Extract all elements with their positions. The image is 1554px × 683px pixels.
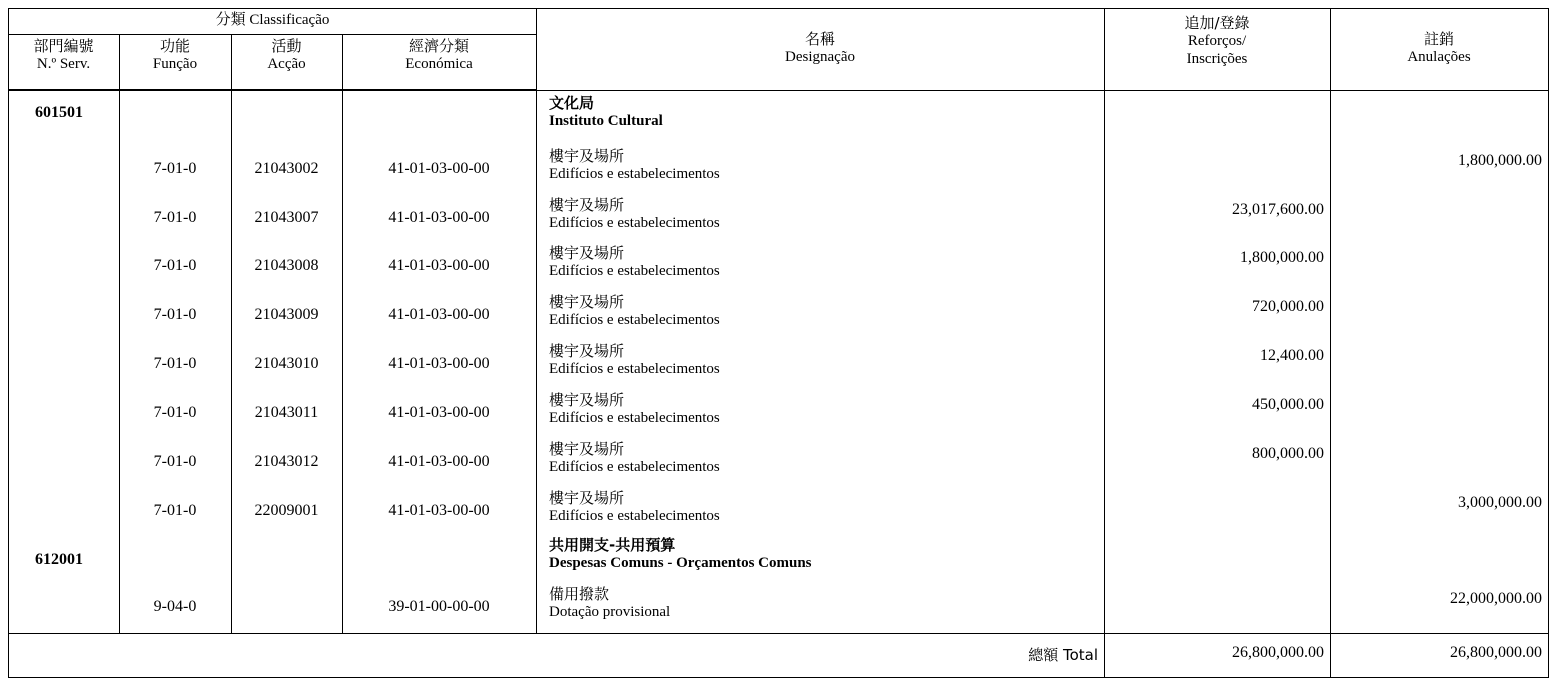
dept-header-pt: N.º Serv. bbox=[36, 56, 91, 72]
row-function: 7-01-0 bbox=[153, 160, 197, 177]
row-reinforcement: 720,000.00 bbox=[1252, 298, 1324, 315]
row-economic: 41-01-03-00-00 bbox=[388, 404, 490, 421]
row-action: 21043007 bbox=[254, 209, 319, 226]
row-annulment: 22,000,000.00 bbox=[1450, 590, 1542, 607]
row-function: 7-01-0 bbox=[153, 502, 197, 519]
row-designation-zh: 樓宇及場所 bbox=[549, 293, 625, 311]
classification-header: 分類 Classificação bbox=[9, 9, 537, 35]
row-designation-pt: Edifícios e estabelecimentos bbox=[549, 215, 720, 231]
row-reinforcement: 1,800,000.00 bbox=[1240, 249, 1324, 266]
service-name-2 bbox=[549, 536, 812, 572]
row-designation bbox=[549, 440, 720, 476]
row-function: 9-04-0 bbox=[153, 598, 197, 615]
row-designation-zh: 樓宇及場所 bbox=[549, 147, 625, 165]
total-annulment: 26,800,000.00 bbox=[1450, 644, 1542, 661]
row-action: 21043008 bbox=[254, 257, 319, 274]
designation-header-zh: 名稱 bbox=[804, 30, 835, 48]
row-designation-pt: Dotação provisional bbox=[549, 604, 671, 620]
row-designation-zh: 備用撥款 bbox=[549, 585, 610, 603]
row-designation bbox=[549, 196, 720, 232]
row-reinforcement: 23,017,600.00 bbox=[1232, 201, 1324, 218]
function-header-zh: 功能 bbox=[159, 37, 190, 55]
service-name-2-zh: 共用開支-共用預算 bbox=[549, 536, 676, 554]
row-annulment: 3,000,000.00 bbox=[1458, 494, 1542, 511]
row-action: 21043012 bbox=[254, 453, 319, 470]
row-designation bbox=[549, 585, 670, 621]
row-designation-zh: 樓宇及場所 bbox=[549, 440, 625, 458]
designation-header bbox=[536, 30, 1104, 66]
row-function: 7-01-0 bbox=[153, 257, 197, 274]
action-header-pt: Acção bbox=[267, 56, 306, 72]
row-action: 21043009 bbox=[254, 306, 319, 323]
row-designation-pt: Edifícios e estabelecimentos bbox=[549, 166, 720, 182]
service-name bbox=[549, 94, 663, 130]
row-designation bbox=[549, 293, 720, 329]
economic-header-pt: Económica bbox=[405, 56, 473, 72]
function-header-pt: Função bbox=[152, 56, 198, 72]
row-function: 7-01-0 bbox=[153, 453, 197, 470]
row-designation-zh: 樓宇及場所 bbox=[549, 196, 625, 214]
row-designation-pt: Edifícios e estabelecimentos bbox=[549, 459, 720, 475]
row-reinforcement: 450,000.00 bbox=[1252, 396, 1324, 413]
row-designation-pt: Edifícios e estabelecimentos bbox=[549, 263, 720, 279]
row-designation-pt: Edifícios e estabelecimentos bbox=[549, 312, 720, 328]
reinforcement-header-zh: 追加/登錄 bbox=[1184, 14, 1250, 32]
row-designation-zh: 樓宇及場所 bbox=[549, 244, 625, 262]
row-function: 7-01-0 bbox=[153, 355, 197, 372]
row-action: 21043010 bbox=[254, 355, 319, 372]
row-designation-zh: 樓宇及場所 bbox=[549, 489, 625, 507]
row-function: 7-01-0 bbox=[153, 404, 197, 421]
row-function: 7-01-0 bbox=[153, 209, 197, 226]
row-designation-pt: Edifícios e estabelecimentos bbox=[549, 361, 720, 377]
row-economic: 41-01-03-00-00 bbox=[388, 257, 490, 274]
row-action: 22009001 bbox=[254, 502, 319, 519]
row-designation-pt: Edifícios e estabelecimentos bbox=[549, 508, 720, 524]
row-designation bbox=[549, 244, 720, 280]
total-reinforcement: 26,800,000.00 bbox=[1232, 644, 1324, 661]
economic-header bbox=[342, 37, 536, 73]
service-name-pt: Instituto Cultural bbox=[549, 113, 663, 129]
annulment-header-zh: 註銷 bbox=[1423, 30, 1454, 48]
function-header bbox=[119, 37, 231, 73]
row-reinforcement: 800,000.00 bbox=[1252, 445, 1324, 462]
row-reinforcement: 12,400.00 bbox=[1260, 347, 1324, 364]
budget-table-page bbox=[8, 8, 1548, 678]
row-action: 21043011 bbox=[254, 404, 319, 421]
reinforcement-header-pt1: Reforços/ bbox=[1187, 33, 1247, 49]
row-designation-zh: 樓宇及場所 bbox=[549, 342, 625, 360]
row-designation-zh: 樓宇及場所 bbox=[549, 391, 625, 409]
row-function: 7-01-0 bbox=[153, 306, 197, 323]
row-designation bbox=[549, 391, 720, 427]
row-economic: 41-01-03-00-00 bbox=[388, 355, 490, 372]
action-header bbox=[231, 37, 342, 73]
economic-header-zh: 經濟分類 bbox=[408, 37, 469, 55]
row-economic: 41-01-03-00-00 bbox=[388, 209, 490, 226]
reinforcement-header bbox=[1104, 14, 1330, 68]
row-annulment: 1,800,000.00 bbox=[1458, 152, 1542, 169]
service-code-2: 612001 bbox=[35, 551, 83, 568]
annulment-header-pt: Anulações bbox=[1407, 49, 1471, 65]
row-designation bbox=[549, 147, 720, 183]
row-designation-pt: Edifícios e estabelecimentos bbox=[549, 410, 720, 426]
dept-header-zh: 部門編號 bbox=[33, 37, 94, 55]
row-economic: 41-01-03-00-00 bbox=[388, 453, 490, 470]
service-code: 601501 bbox=[35, 104, 83, 121]
row-designation bbox=[549, 342, 720, 378]
designation-header-pt: Designação bbox=[785, 49, 855, 65]
total-label bbox=[536, 644, 1098, 665]
service-name-2-pt: Despesas Comuns - Orçamentos Comuns bbox=[549, 555, 812, 571]
total-label-text: 總額 Total bbox=[1028, 646, 1098, 664]
annulment-header bbox=[1330, 30, 1548, 66]
dept-header bbox=[8, 37, 119, 73]
annulment-column-body bbox=[1331, 90, 1549, 634]
row-economic: 41-01-03-00-00 bbox=[388, 502, 490, 519]
service-name-zh: 文化局 bbox=[549, 94, 595, 112]
row-designation bbox=[549, 489, 720, 525]
row-economic: 41-01-03-00-00 bbox=[388, 160, 490, 177]
row-economic: 41-01-03-00-00 bbox=[388, 306, 490, 323]
action-header-zh: 活動 bbox=[271, 37, 302, 55]
row-economic: 39-01-00-00-00 bbox=[388, 598, 490, 615]
reinforcement-header-pt2: Inscrições bbox=[1186, 51, 1248, 67]
row-action: 21043002 bbox=[254, 160, 319, 177]
budget-table-grid bbox=[8, 8, 1549, 678]
